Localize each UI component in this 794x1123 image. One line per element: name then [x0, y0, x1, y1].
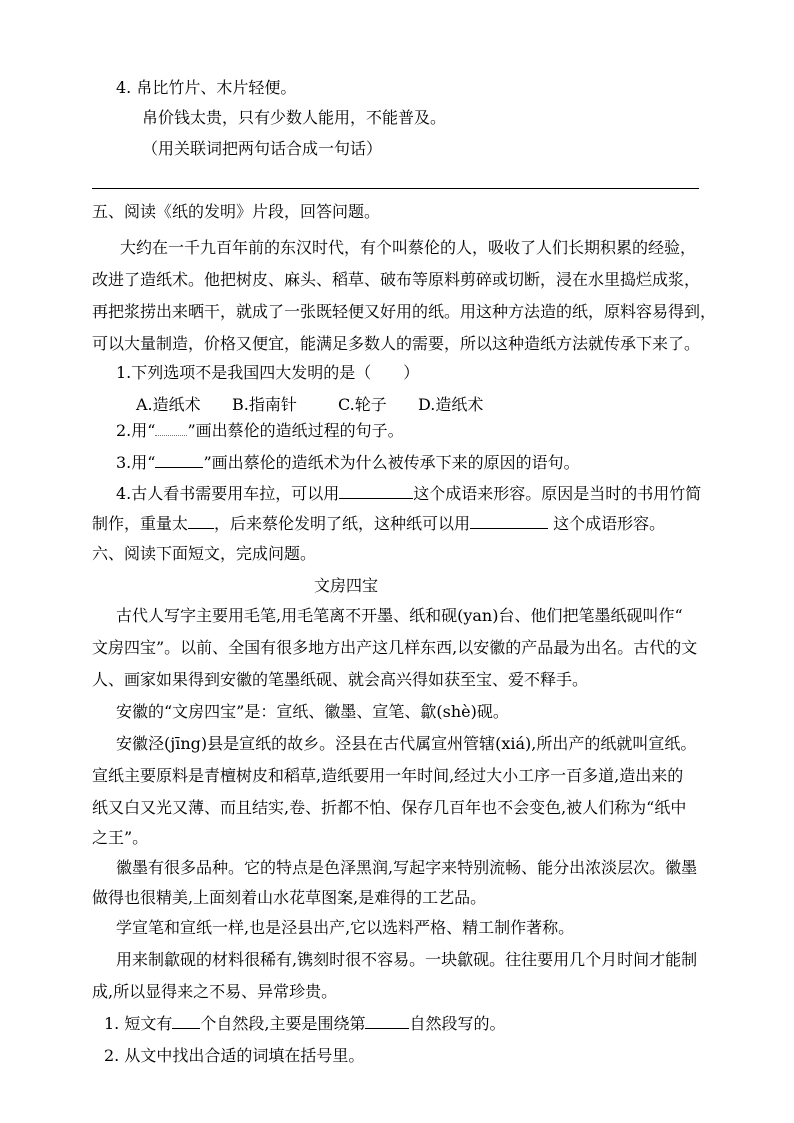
- q3-suffix: ”画出蔡伦的造纸术为什么被传承下来的原因的语句。: [203, 453, 580, 472]
- s6-q1-blank-paragraph[interactable]: [365, 1014, 409, 1029]
- section6-line: 古代人写字主要用毛笔,用毛笔离不开墨、纸和砚(yan)台、他们把笔墨纸砚叫作“: [116, 606, 683, 625]
- prev-item4-line2: 帛价钱太贵，只有少数人能用，不能普及。: [142, 108, 447, 127]
- q1-option-a: A.造纸术: [136, 395, 201, 414]
- section6-line: 安徽的“文房四宝”是：宣纸、徽墨、宣笔、歙(shè)砚。: [116, 702, 509, 721]
- section5-passage-line: 改进了造纸术。他把树皮、麻头、稻草、破布等原料剪碎或切断，浸在水里捣烂成浆，: [92, 270, 701, 289]
- prev-item4-line1: 4. 帛比竹片、木片轻便。: [116, 78, 297, 97]
- q4-text-e: 这个成语形容。: [548, 514, 666, 533]
- section6-line: 人、画家如果得到安徽的笔墨纸砚、就会高兴得如获至宝、爱不释手。: [92, 670, 589, 689]
- section6-heading: 六、阅读下面短文，完成问题。: [92, 544, 317, 563]
- passage-title: 文房四宝: [314, 576, 379, 595]
- section6-line: 宣纸主要原料是青檀树皮和稻草,造纸要用一年时间,经过大小工序一百多道,造出来的: [92, 766, 684, 785]
- section6-line: 徽墨有很多品种。它的特点是色泽黑润,写起字来特别流畅、能分出浓淡层次。徽墨: [116, 858, 698, 877]
- section5-q1: 1.下列选项不是我国四大发明的是（ ）: [116, 363, 420, 382]
- q4-text-a: 4.古人看书需要用车拉，可以用: [116, 484, 340, 503]
- section5-passage-line: 大约在一千九百年前的东汉时代，有个叫蔡伦的人，吸收了人们长期积累的经验，: [120, 238, 697, 257]
- section6-q1: [104, 1014, 505, 1034]
- q4-text-c: 制作，重量太: [92, 514, 189, 533]
- section5-q3: [116, 453, 580, 473]
- prev-item4-line3: （用关联词把两句话合成一句话）: [142, 139, 383, 158]
- q1-option-b: B.指南针: [232, 395, 297, 414]
- answer-line: [92, 188, 699, 189]
- section6-line: 安徽泾(jīng)县是宣纸的故乡。泾县在古代属宣州管辖(xiá),所出产的纸就叫宣纸。: [116, 734, 697, 753]
- section5-passage-line: 可以大量制造，价格又便宜，能满足多数人的需要，所以这种造纸方法就传承下来了。: [92, 334, 701, 353]
- q2-prefix: 2.用“: [116, 421, 156, 440]
- section6-line: 做得也很精美,上面刻着山水花草图案,是难得的工艺品。: [92, 888, 487, 907]
- section6-q2: 2. 从文中找出合适的词填在括号里。: [104, 1046, 365, 1065]
- straight-underline-mark: [155, 453, 203, 468]
- section6-line: 文房四宝”。以前、全国有很多地方出产这几样东西,以安徽的产品最为出名。古代的文: [92, 638, 698, 657]
- q4-blank-idiom2[interactable]: [470, 514, 548, 529]
- section5-q4-line2: [92, 514, 665, 534]
- q4-blank-weight[interactable]: [188, 514, 214, 529]
- section5-heading: 五、阅读《纸的发明》片段，回答问题。: [92, 202, 381, 221]
- q1-option-d: D.造纸术: [418, 395, 484, 414]
- q1-option-c: C.轮子: [338, 395, 387, 414]
- s6-q1-text-a: 1. 短文有: [104, 1014, 173, 1033]
- q4-text-d: ，后来蔡伦发明了纸，这种纸可以用: [214, 514, 471, 533]
- section6-line: 成,所以显得来之不易、异常珍贵。: [92, 982, 338, 1001]
- section6-line: 学宣笔和宣纸一样,也是泾县出产,它以选料严格、精工制作著称。: [116, 918, 575, 937]
- q2-suffix: ”画出蔡伦的造纸过程的句子。: [187, 421, 404, 440]
- wavy-underline-mark: [155, 423, 187, 436]
- section6-line: 用来制歙砚的材料很稀有,镌刻时很不容易。一块歙砚。往往要用几个月时间才能制: [116, 950, 698, 969]
- section6-line: 纸又白又光又薄、而且结实,卷、折都不怕、保存几百年也不会变色,被人们称为“纸中: [92, 798, 687, 817]
- section5-q4-line1: [116, 484, 701, 504]
- q3-prefix: 3.用“: [116, 453, 156, 472]
- section6-line: 之王”。: [92, 828, 149, 847]
- s6-q1-text-c: 自然段写的。: [409, 1014, 506, 1033]
- section5-passage-line: 再把浆捞出来晒干，就成了一张既轻便又好用的纸。用这种方法造的纸，原料容易得到，: [92, 302, 717, 321]
- section5-q2: [116, 421, 404, 441]
- q4-blank-idiom1[interactable]: [339, 484, 413, 499]
- q4-text-b: 这个成语来形容。原因是当时的书用竹简: [413, 484, 702, 503]
- s6-q1-text-b: 个自然段,主要是围绕第: [200, 1014, 366, 1033]
- s6-q1-blank-count[interactable]: [172, 1014, 200, 1029]
